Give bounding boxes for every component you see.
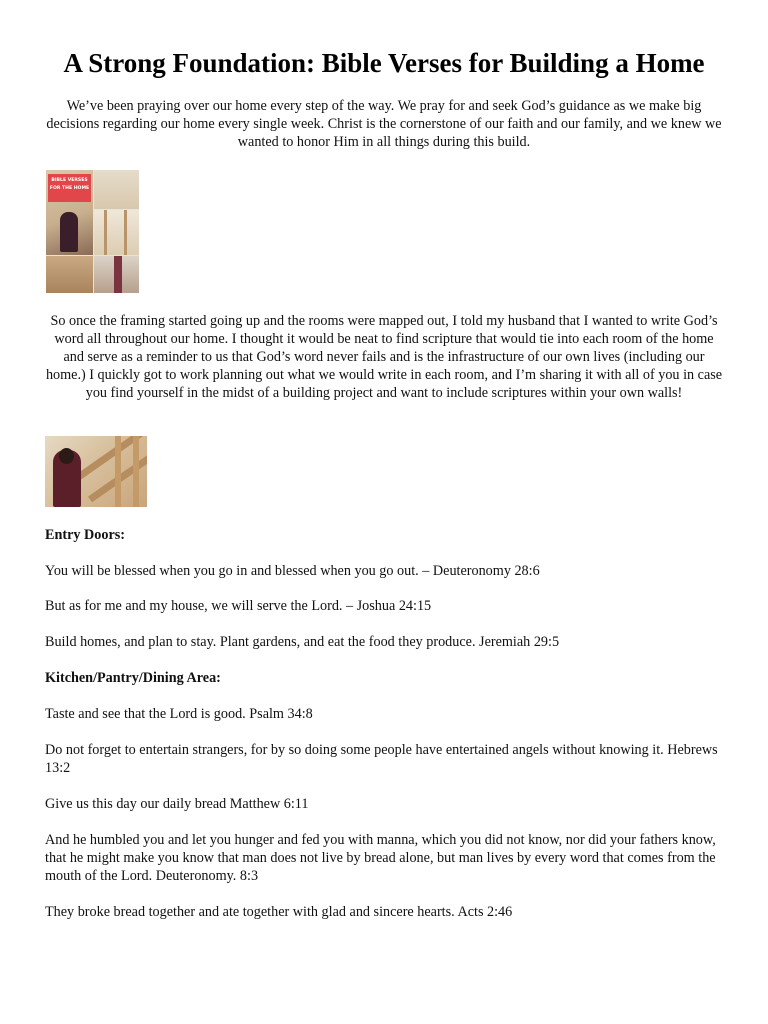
- section-heading-entry-doors: Entry Doors:: [45, 527, 125, 543]
- collage-photo-written-beam: [94, 170, 139, 209]
- collage-photo-written-wall: [94, 210, 139, 255]
- verse-item: And he humbled you and let you hunger and fed you with manna, which you did not know, nor did your fathers know, that he might make you know that man does not live by bread alone, but man lives by every word that comes from the mouth of the Lord. Deuteronomy. 8:3: [45, 832, 716, 884]
- verse-item: They broke bread together and ate together with glad and sincere hearts. Acts 2:46: [45, 904, 513, 920]
- verse-item: Do not forget to entertain strangers, for by so doing some people have entertained angels without knowing it. Hebrews 13:2: [45, 742, 718, 776]
- verse-item: But as for me and my house, we will serve the Lord. – Joshua 24:15: [45, 598, 432, 614]
- verse-item: Build homes, and plan to stay. Plant gardens, and eat the food they produce. Jeremiah 29:5: [45, 634, 560, 650]
- woman-writing-on-framing-photo: [45, 436, 147, 507]
- collage-person-figure: [60, 212, 78, 252]
- verse-item: Give us this day our daily bread Matthew 6:11: [45, 796, 309, 812]
- verse-item: Taste and see that the Lord is good. Psalm 34:8: [45, 706, 313, 722]
- collage-badge: BIBLE VERSES FOR THE HOME: [48, 174, 91, 202]
- collage-photo-writing-on-stud: [46, 170, 93, 255]
- story-paragraph: So once the framing started going up and the rooms were mapped out, I told my husband that I wanted to write God’s word all throughout our home. I thought it would be neat to find scripture that would tie into each room of the home and serve as a reminder to us that God’s word never fails and is the infrastructure of our own lives (including our home.) I quickly got to work planning out what we would write in each room, and I’m sharing it with all of you in case you find yourself in the midst of a building project and want to include scriptures within your own walls!: [45, 313, 723, 401]
- woman-head: [59, 448, 74, 464]
- collage-photo-header-beam: [46, 256, 93, 293]
- section-heading-kitchen-pantry-dining: Kitchen/Pantry/Dining Area:: [45, 670, 221, 686]
- page-title: A Strong Foundation: Bible Verses for Building a Home: [63, 48, 705, 78]
- intro-paragraph: We’ve been praying over our home every step of the way. We pray for and seek God’s guidance as we make big decisions regarding our home every single week. Christ is the cornerstone of our faith and our family, and we knew we wanted to honor Him in all things during this build.: [46, 98, 722, 150]
- bible-verses-collage-image: [46, 170, 139, 293]
- collage-photo-person-at-wall: [94, 256, 139, 293]
- verse-item: You will be blessed when you go in and blessed when you go out. – Deuteronomy 28:6: [45, 563, 540, 579]
